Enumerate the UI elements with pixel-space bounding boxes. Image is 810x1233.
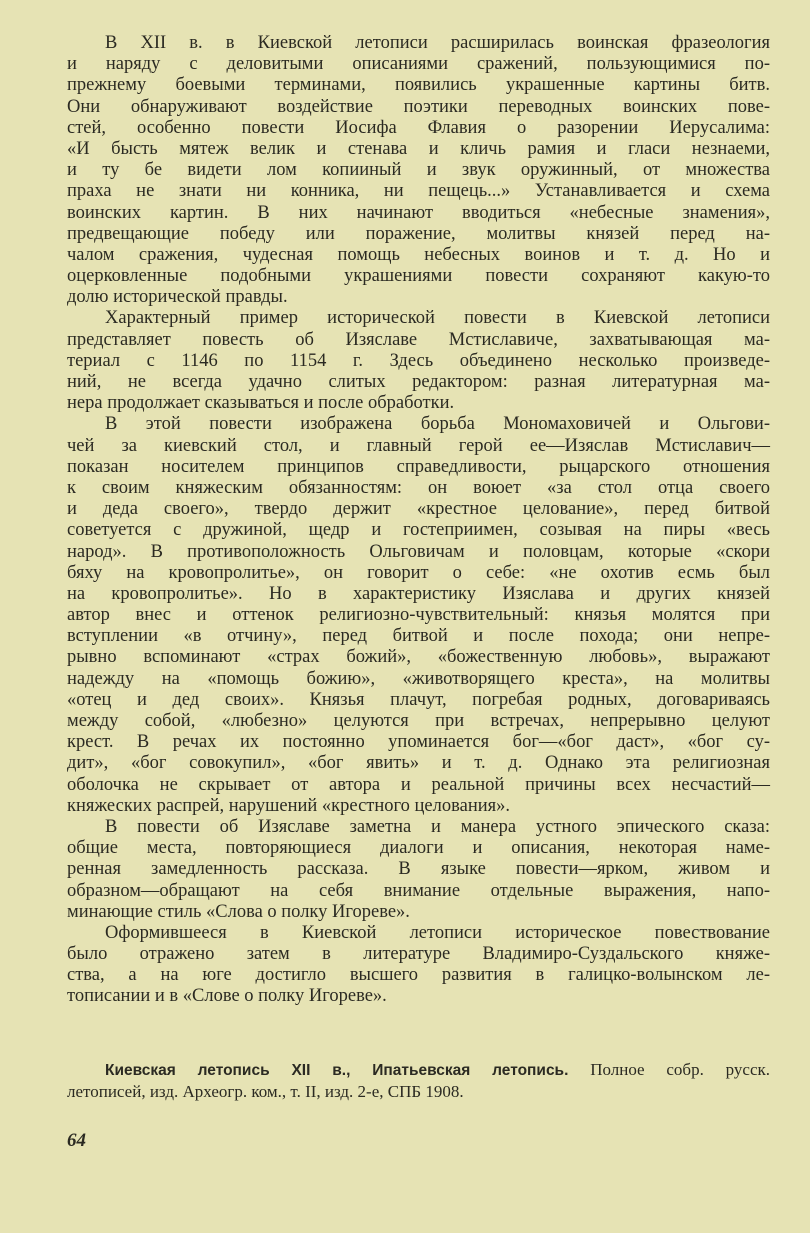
text-line: было отражено затем в литературе Владимиро-Суздальского княже-	[67, 944, 770, 965]
text-line: и наряду с деловитыми описаниями сражений, пользующимися по-	[67, 54, 770, 75]
text-line: крест. В речах их постоянно упоминается бог—«бог даст», «бог су-	[67, 732, 770, 753]
text-line: княжеских распрей, нарушений «крестного целования».	[67, 795, 511, 816]
text-line: оболочка не скрывает от автора и реальной причины всех несчастий—	[67, 774, 770, 795]
text-line: общие места, повторяющиеся диалоги и описания, некоторая наме-	[67, 838, 770, 859]
text-line: ний, не всегда удачно слитых редактором: разная литературная ма-	[67, 372, 770, 392]
paragraph	[67, 414, 770, 817]
text-line: В этой повести изображена борьба Мономаховичей и Ольгови-	[105, 414, 770, 435]
text-line: праха не знати ни конника, ни пещець...» Устанавливается и схема	[67, 181, 770, 202]
text-line: рывно вспоминают «страх божий», «божественную любовь», выражают	[67, 647, 770, 668]
text-line: стей, особенно повести Иосифа Флавия о разорении Иерусалима:	[67, 117, 770, 138]
text-line: дит», «бог совокупил», «бог явить» и т. д. Однако эта религиозная	[67, 753, 770, 774]
footnote-title: Киевская летопись XII в., Ипатьевская летопись.	[105, 1062, 569, 1079]
text-line: «отец и дед своих». Князья плачут, погребая родных, договариваясь	[67, 689, 770, 710]
text-line: ренная замедленность рассказа. В языке повести—ярком, живом и	[67, 859, 770, 880]
footnote-text: Полное собр. русск.	[590, 1060, 770, 1079]
text-line: автор внес и оттенок религиозно-чувствительный: князья молятся при	[67, 605, 770, 626]
text-line: воинских картин. В них начинают вводиться «небесные знамения»,	[67, 202, 770, 223]
footnote-line-2: летописей, изд. Археогр. ком., т. II, изд. 2-е, СПБ 1908.	[67, 1082, 464, 1101]
text-line: между собой, «любезно» целуются при встречах, непрерывно целуют	[67, 711, 770, 731]
text-line: нера продолжает сказываться и после обработки.	[67, 393, 455, 414]
text-line: на кровопролитье». Но в характеристику Изяслава и других князей	[67, 583, 770, 604]
text-line: минающие стиль «Слова о полку Игореве».	[67, 901, 410, 922]
text-line: «И бысть мятеж велик и стенава и кличь рамия и гласи незнаеми,	[67, 138, 770, 159]
text-line: и ту бе видети лом копииный и звук оружинный, от множества	[67, 160, 770, 181]
paragraph	[67, 923, 770, 1008]
text-line: образном—обращают на себя внимание отдельные выражения, напо-	[67, 880, 770, 901]
text-line: териал с 1146 по 1154 г. Здесь объединено несколько произведе-	[67, 350, 770, 371]
text-line: Характерный пример исторической повести в Киевской летописи	[105, 308, 770, 329]
text-line: предвещающие победу или поражение, молитвы князей перед на-	[67, 223, 770, 244]
text-line: Они обнаруживают воздействие поэтики переводных воинских пове-	[67, 96, 770, 117]
text-line: чалом сражения, чудесная помощь небесных воинов и т. д. Но и	[67, 244, 770, 265]
body-text	[67, 33, 770, 1008]
text-line: Оформившееся в Киевской летописи историческое повествование	[105, 922, 770, 943]
page-number: 64	[67, 1130, 86, 1151]
text-line: надежду на «помощь божию», «животворящего креста», на молитвы	[67, 668, 770, 689]
text-line: тописании и в «Слове о полку Игореве».	[67, 986, 387, 1007]
text-line: ства, а на юге достигло высшего развития в галицко-волынском ле-	[67, 965, 770, 986]
text-line: советуется с дружиной, щедр и гостеприимен, созывая на пиры «весь	[67, 520, 770, 541]
paragraph	[67, 308, 770, 414]
text-line: вступлении «в отчину», перед битвой и после похода; они непре-	[67, 626, 770, 647]
bibliography-footnote	[67, 1059, 770, 1102]
footnote-line-1	[67, 1059, 770, 1081]
text-line: народ». В противоположность Ольговичам и половцам, которые «скори	[67, 541, 770, 562]
text-line: оцерковленные подобными украшениями повести сохраняют какую-то	[67, 266, 770, 287]
text-line: прежнему боевыми терминами, появились украшенные картины битв.	[67, 75, 770, 96]
text-line: чей за киевский стол, и главный герой ее—Изяслав Мстиславич—	[67, 435, 770, 456]
paragraph	[67, 817, 770, 923]
text-line: представляет повесть об Изяславе Мстиславиче, захватывающая ма-	[67, 329, 770, 350]
text-line: показан носителем принципов справедливости, рыцарского отношения	[67, 456, 770, 477]
text-line: В XII в. в Киевской летописи расширилась воинская фразеология	[105, 33, 770, 53]
text-line: и деда своего», твердо держит «крестное целование», перед битвой	[67, 499, 770, 520]
text-line: бяху на кровопролитье», он говорит о себе: «не охотив есмь был	[67, 562, 770, 583]
text-line: к своим княжеским обязанностям: он воюет «за стол отца своего	[67, 477, 770, 498]
text-line: долю исторической правды.	[67, 287, 288, 308]
text-line: В повести об Изяславе заметна и манера устного эпического сказа:	[105, 816, 770, 837]
paragraph	[67, 33, 770, 308]
